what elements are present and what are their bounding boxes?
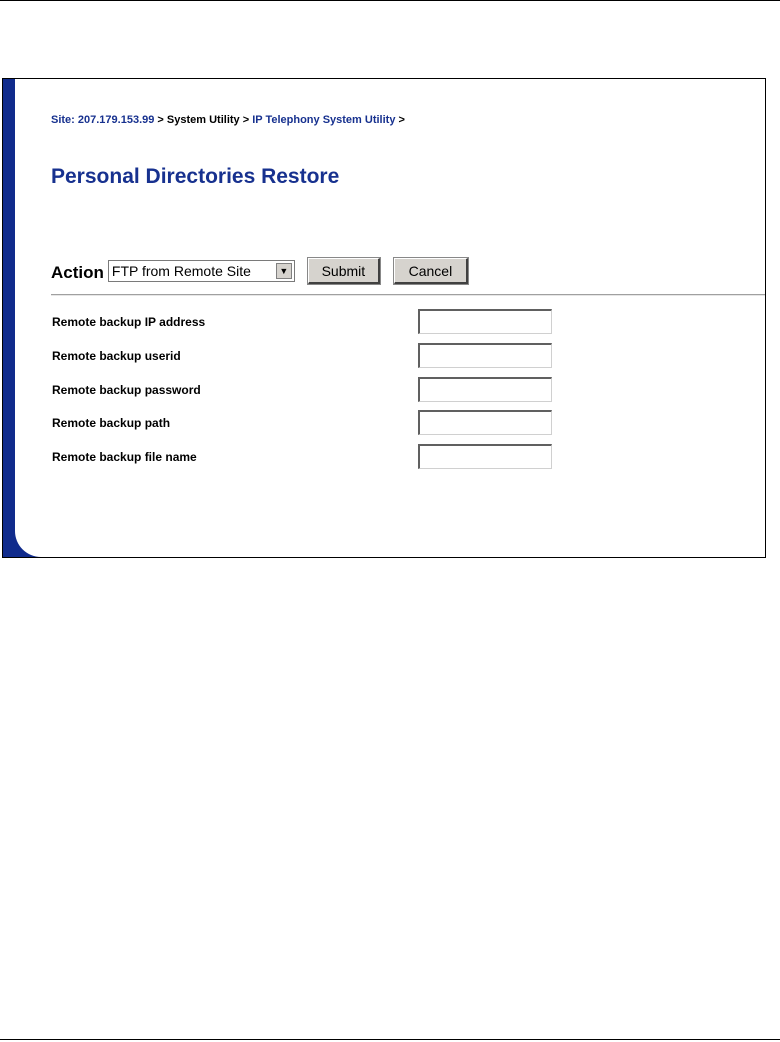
breadcrumb-site-link[interactable]: Site: 207.179.153.99 [51,114,155,126]
file-name-label: Remote backup file name [52,450,197,464]
cancel-button[interactable]: Cancel [394,258,468,284]
screenshot-frame [2,78,766,558]
path-label: Remote backup path [52,416,171,430]
password-input[interactable] [418,377,552,402]
breadcrumb [51,114,405,126]
path-input[interactable] [418,410,552,435]
password-label: Remote backup password [52,383,201,397]
userid-label: Remote backup userid [52,349,181,363]
action-select[interactable] [108,260,295,282]
breadcrumb-ip-telephony-link[interactable]: IP Telephony System Utility [252,114,396,126]
password-row [15,377,765,403]
page-bottom-rule [0,1039,780,1040]
page-top-rule [0,0,780,1]
userid-input[interactable] [418,343,552,368]
ip-address-input[interactable] [418,309,552,334]
file-name-row [15,444,765,470]
userid-row [15,343,765,369]
breadcrumb-separator: > [395,114,405,126]
submit-button[interactable]: Submit [308,258,380,284]
breadcrumb-separator: > [239,114,253,126]
ip-address-row [15,309,765,335]
action-select-value: FTP from Remote Site [111,263,251,279]
frame-left-edge [3,79,15,557]
chevron-down-icon[interactable]: ▼ [276,263,292,279]
section-divider [51,294,765,296]
breadcrumb-system-utility: System Utility [166,114,240,126]
action-label: Action [51,263,104,282]
file-name-input[interactable] [418,444,552,469]
ip-address-label: Remote backup IP address [52,315,206,329]
path-row [15,410,765,436]
action-toolbar [51,257,482,285]
page-title: Personal Directories Restore [51,165,340,188]
page-content [15,79,765,557]
breadcrumb-separator: > [154,114,167,126]
